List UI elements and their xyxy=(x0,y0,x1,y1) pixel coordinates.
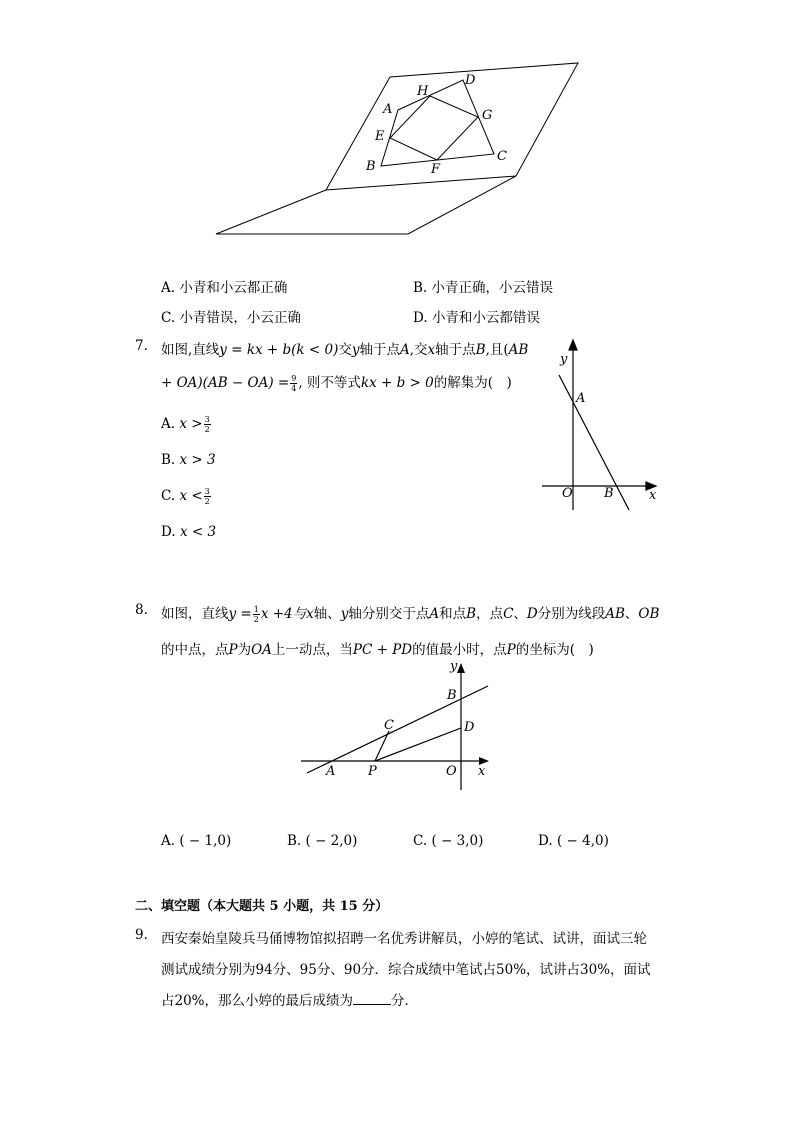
q7-option-c[interactable]: C. x < $\frac{3}{2}$ xyxy=(161,487,210,506)
label-P: P xyxy=(368,764,377,779)
q9-number: 9. xyxy=(135,927,148,943)
fold-line xyxy=(326,176,516,190)
section-title: 二、填空题（本大题共 5 小题，共 15 分） xyxy=(135,899,389,914)
lower-plane xyxy=(216,176,516,234)
q6-option-a[interactable]: A. 小青和小云都正确 xyxy=(161,280,288,296)
label-y: y xyxy=(560,352,568,367)
y-arrow xyxy=(457,663,465,673)
q7-number: 7. xyxy=(135,338,148,354)
q8-stem-line1: 如图，直线y = $\frac{1}{2}$ x +4与x轴、y轴分别交于点A和点B，点C、D分别为线段AB、OB xyxy=(161,605,660,624)
q7-figure xyxy=(530,335,670,520)
q9-line2: 测试成绩分别为94分、95分、90分．综合成绩中笔试占50%，试讲占30%，面试 xyxy=(161,962,651,978)
label-A: A xyxy=(326,764,336,779)
label-x: x xyxy=(649,488,657,503)
q7-stem-line1: 如图,直线y = kx + b(k < 0)交y轴于点A,交x轴于点B,且(AB xyxy=(161,342,529,358)
q7-option-a[interactable]: A. x > $\frac{3}{2}$ xyxy=(161,415,210,434)
label-O: O xyxy=(446,764,457,779)
q8-number: 8. xyxy=(135,602,148,618)
q8-option-c[interactable]: C. ( − 3,0) xyxy=(413,833,484,849)
q7-option-d[interactable]: D. x < 3 xyxy=(161,524,217,540)
q8-option-a[interactable]: A. ( − 1,0) xyxy=(161,833,232,849)
label-B: B xyxy=(447,688,457,703)
q6-option-d[interactable]: D. 小青和小云都错误 xyxy=(413,310,540,326)
answer-blank[interactable] xyxy=(353,992,391,1005)
q9-line3: 占20%，那么小婷的最后成绩为 分． xyxy=(161,993,419,1009)
q8-option-b[interactable]: B. ( − 2,0) xyxy=(287,833,358,849)
q6-figure xyxy=(0,0,794,250)
label-D: D xyxy=(464,720,475,735)
q7-stem-line2: + OA)(AB − OA) = $\frac{9}{4}$ , 则不等式kx + b > 0的解集为( ) xyxy=(161,374,512,393)
q8-stem-line2: 的中点，点P为OA上一动点，当PC + PD的值最小时，点P的坐标为( ) xyxy=(161,642,594,658)
label-H: H xyxy=(417,84,429,99)
label-O: O xyxy=(562,486,573,501)
label-G: G xyxy=(482,108,493,123)
y-arrow xyxy=(569,340,577,350)
q8-figure xyxy=(295,655,505,795)
quadrilateral-abcd xyxy=(381,80,494,166)
label-A: A xyxy=(576,391,586,406)
q6-option-b[interactable]: B. 小青正确，小云错误 xyxy=(413,280,554,296)
label-y: y xyxy=(450,659,458,674)
label-D: D xyxy=(465,73,476,88)
q9-line1: 西安秦始皇陵兵马俑博物馆拟招聘一名优秀讲解员，小婷的笔试、试讲，面试三轮 xyxy=(161,931,647,947)
label-B: B xyxy=(366,159,376,174)
quadrilateral-efgh xyxy=(390,96,478,160)
upper-plane xyxy=(326,63,578,190)
q8-option-d[interactable]: D. ( − 4,0) xyxy=(538,833,609,849)
label-C: C xyxy=(497,149,507,164)
label-A: A xyxy=(383,102,393,117)
label-E: E xyxy=(375,129,385,144)
label-F: F xyxy=(431,162,441,177)
q6-option-c[interactable]: C. 小青错误，小云正确 xyxy=(161,310,301,326)
label-B: B xyxy=(604,486,614,501)
label-C: C xyxy=(384,718,394,733)
q7-option-b[interactable]: B. x > 3 xyxy=(161,452,216,468)
label-x: x xyxy=(478,764,486,779)
